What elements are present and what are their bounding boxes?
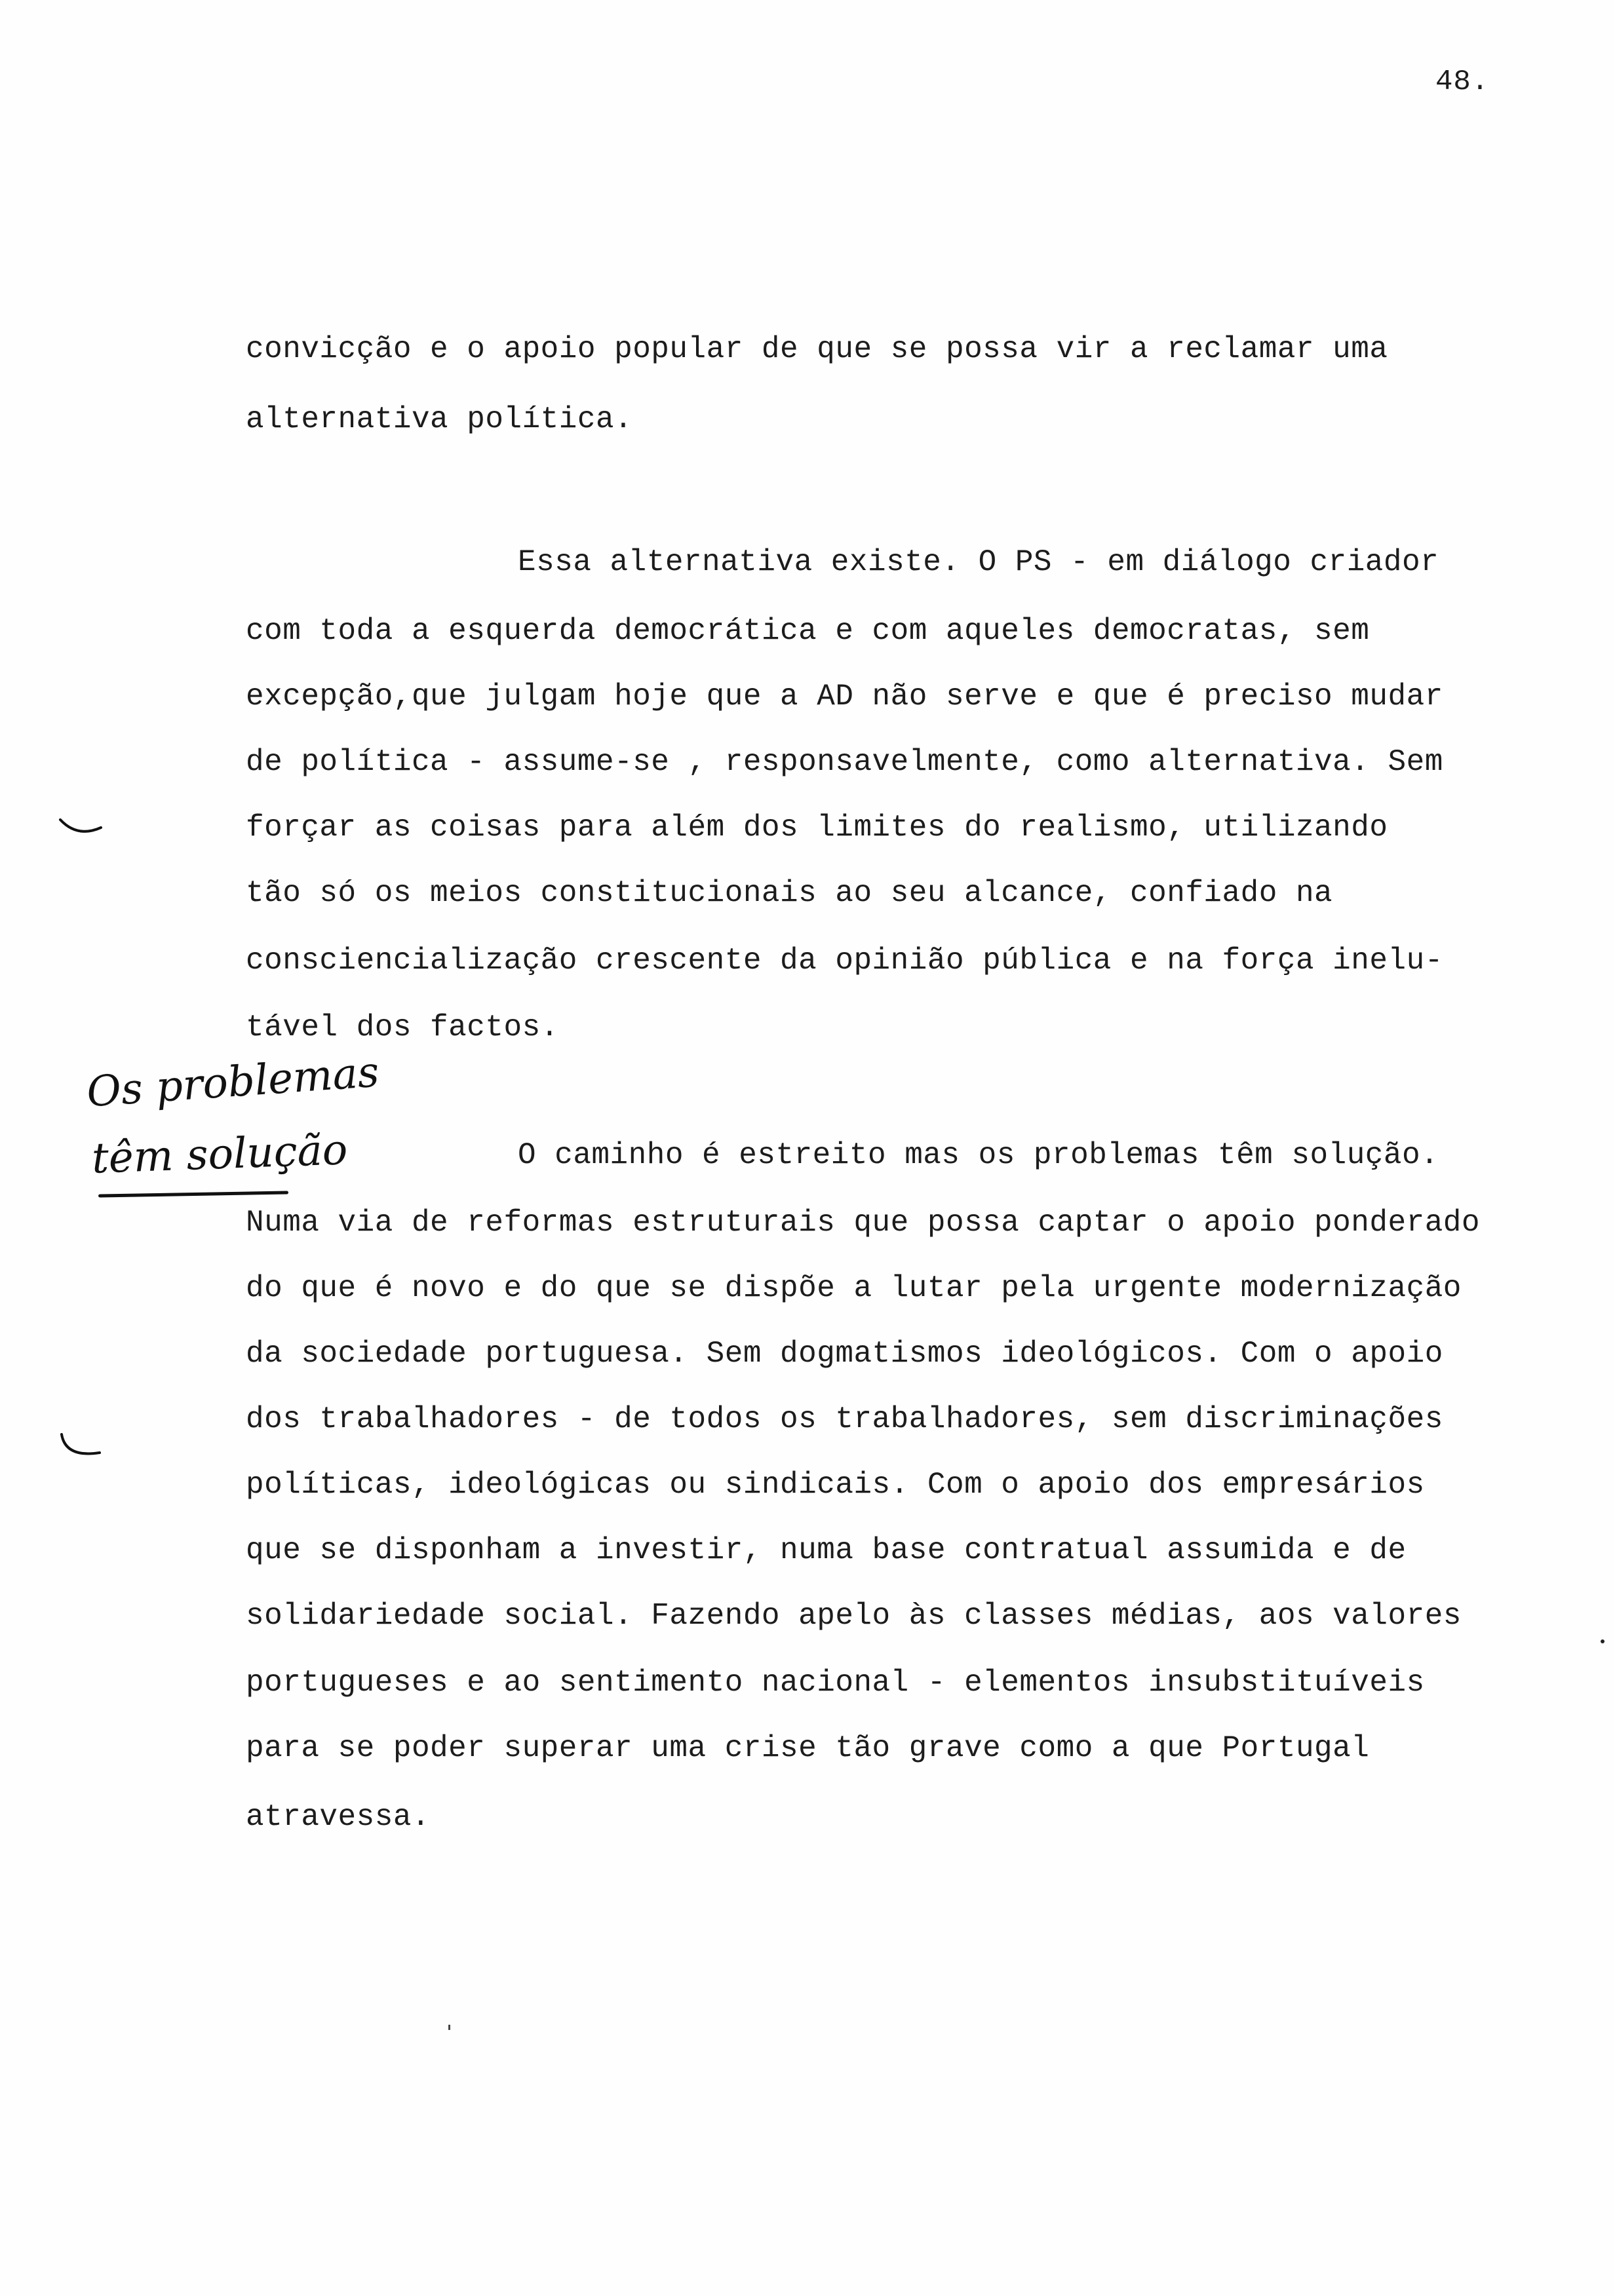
- text-line: para se poder superar uma crise tão grave como a que Portugal: [246, 1731, 1370, 1765]
- text-line: políticas, ideológicas ou sindicais. Com o apoio dos empresários: [246, 1468, 1425, 1502]
- text-line: alternativa política.: [246, 402, 633, 436]
- text-line: solidariedade social. Fazendo apelo às classes médias, aos valores: [246, 1599, 1462, 1633]
- text-line: O caminho é estreito mas os problemas têm solução.: [518, 1138, 1439, 1172]
- text-line: tão só os meios constitucionais ao seu alcance, confiado na: [246, 876, 1333, 910]
- handwritten-note-line-2: têm solução: [90, 1126, 349, 1183]
- text-line: atravessa.: [246, 1800, 431, 1834]
- text-line: Essa alternativa existe. O PS - em diálogo criador: [518, 545, 1439, 579]
- text-line: dos trabalhadores - de todos os trabalhadores, sem discriminações: [246, 1402, 1443, 1436]
- text-line: convicção e o apoio popular de que se possa vir a reclamar uma: [246, 332, 1388, 366]
- page-number: 48.: [1435, 66, 1490, 98]
- text-line: tável dos factos.: [246, 1010, 559, 1044]
- text-line: com toda a esquerda democrática e com aqueles democratas, sem: [246, 614, 1370, 648]
- text-line: Numa via de reformas estruturais que possa captar o apoio ponderado: [246, 1206, 1481, 1240]
- text-line: excepção,que julgam hoje que a AD não serve e que é preciso mudar: [246, 679, 1443, 714]
- text-line: portugueses e ao sentimento nacional - elementos insubstituíveis: [246, 1666, 1425, 1700]
- text-line: de política - assume-se , responsavelmente, como alternativa. Sem: [246, 745, 1443, 779]
- handwritten-note-line-1: Os problemas: [85, 1048, 381, 1117]
- text-line: consciencialização crescente da opinião pública e na força inelu-: [246, 944, 1443, 978]
- margin-tick-icon: [58, 816, 104, 842]
- handwritten-underline: [98, 1191, 288, 1197]
- text-line: da sociedade portuguesa. Sem dogmatismos ideológicos. Com o apoio: [246, 1337, 1443, 1371]
- text-line: forçar as coisas para além dos limites do realismo, utilizando: [246, 811, 1388, 845]
- speck-icon: [447, 2025, 452, 2031]
- text-line: do que é novo e do que se dispõe a lutar pela urgente modernização: [246, 1271, 1462, 1305]
- margin-tick-icon: [58, 1432, 104, 1463]
- speck-icon: [1599, 1638, 1606, 1645]
- text-line: que se disponham a investir, numa base contratual assumida e de: [246, 1533, 1407, 1567]
